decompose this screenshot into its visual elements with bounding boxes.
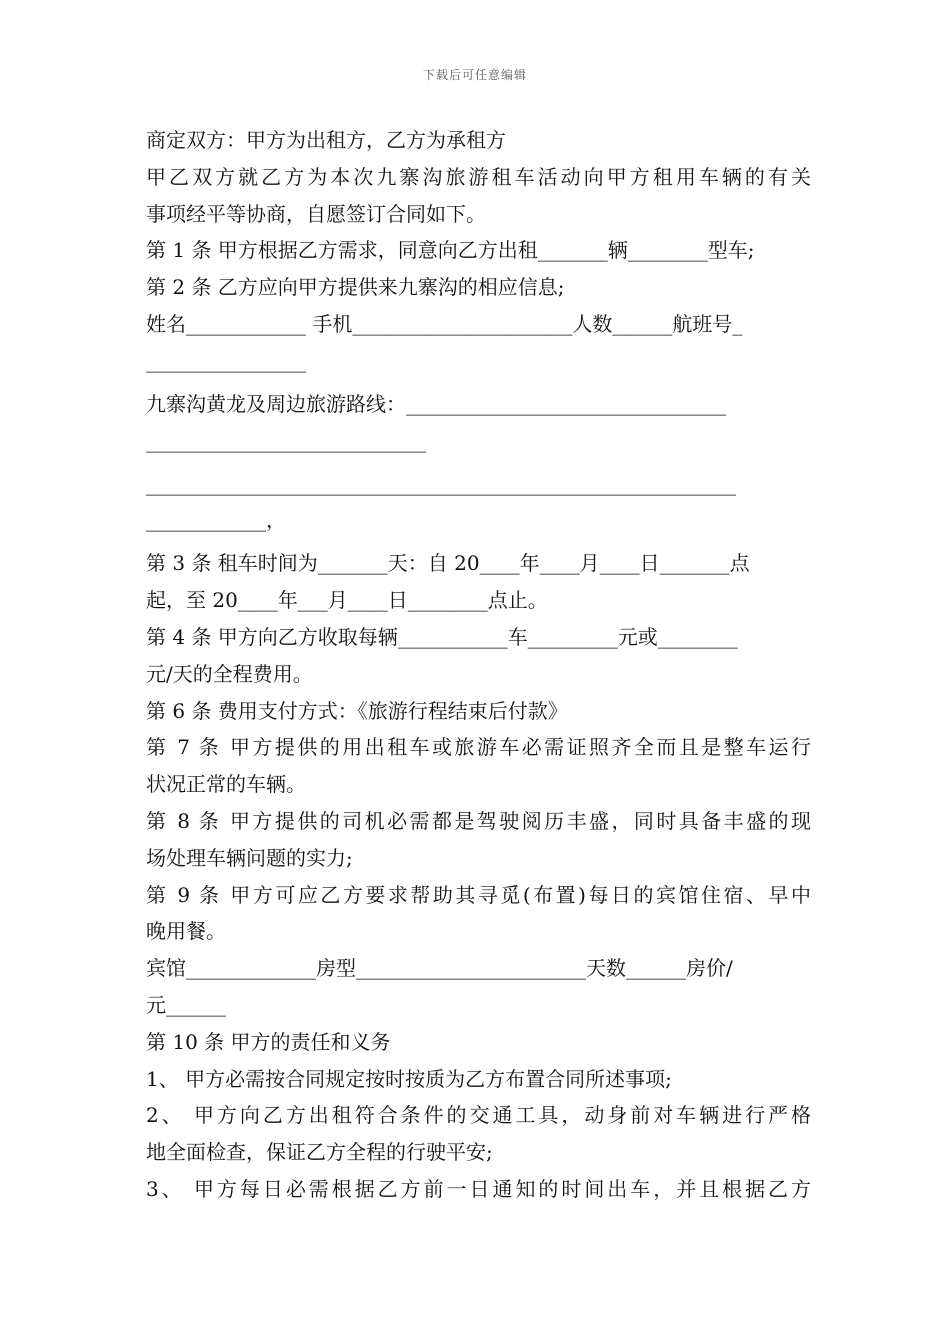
- text-line: 2、 甲方向乙方出租符合条件的交通工具，动身前对车辆进行严格: [146, 1103, 811, 1128]
- text-line: 第 8 条 甲方提供的司机必需都是驾驶阅历丰盛，同时具备丰盛的现: [146, 808, 811, 833]
- text-line: 第 10 条 甲方的责任和义务: [146, 1029, 391, 1054]
- page-header: 下载后可任意编辑: [422, 68, 527, 82]
- text-line: 事项经平等协商，自愿签订合同如下。: [146, 201, 486, 226]
- text-line: 第 7 条 甲方提供的用出租车或旅游车必需证照齐全而且是整车运行: [146, 735, 811, 760]
- text-line: 起，至 20____年___月____日________点止。: [146, 588, 548, 613]
- text-line: 姓名____________ 手机______________________人数______航班号_: [146, 311, 743, 336]
- text-line: ____________，: [146, 508, 286, 533]
- text-line: 晚用餐。: [146, 919, 226, 944]
- text-line: 场处理车辆问题的实力;: [146, 845, 353, 870]
- text-line: 1、 甲方必需按合同规定按时按质为乙方布置合同所述事项;: [146, 1066, 672, 1091]
- text-line: 第 4 条 甲方向乙方收取每辆___________车_________元或________: [146, 624, 738, 649]
- text-line: 第 2 条 乙方应向甲方提供来九寨沟的相应信息;: [146, 275, 565, 300]
- text-line: 元______: [146, 992, 226, 1017]
- contract-body: [146, 122, 811, 1208]
- text-line: 第 3 条 租车时间为_______天：自 20____年____月____日_______点: [146, 551, 750, 576]
- text-line: 第 1 条 甲方根据乙方需求，同意向乙方出租_______辆________型车;: [146, 238, 755, 263]
- text-line: ___________________________________________________________: [146, 471, 736, 496]
- text-line: 甲乙双方就乙方为本次九寨沟旅游租车活动向甲方租用车辆的有关: [146, 164, 811, 189]
- text-line: ________________: [146, 348, 306, 373]
- text-line: 宾馆_____________房型_______________________天数______房价/: [146, 956, 733, 981]
- text-line: ____________________________: [146, 428, 426, 453]
- text-line: 第 9 条 甲方可应乙方要求帮助其寻觅(布置)每日的宾馆住宿、早中: [146, 882, 811, 907]
- text-line: 九寨沟黄龙及周边旅游路线：________________________________: [146, 391, 726, 416]
- text-line: 元/天的全程费用。: [146, 661, 313, 686]
- text-line: 状况正常的车辆。: [146, 772, 306, 797]
- text-line: 第 6 条 费用支付方式：《旅游行程结束后付款》: [146, 698, 568, 723]
- text-line: 3、 甲方每日必需根据乙方前一日通知的时间出车，并且根据乙方: [146, 1176, 811, 1201]
- text-line: 商定双方：甲方为出租方，乙方为承租方: [146, 128, 506, 152]
- text-line: 地全面检查，保证乙方全程的行驶平安;: [146, 1140, 493, 1165]
